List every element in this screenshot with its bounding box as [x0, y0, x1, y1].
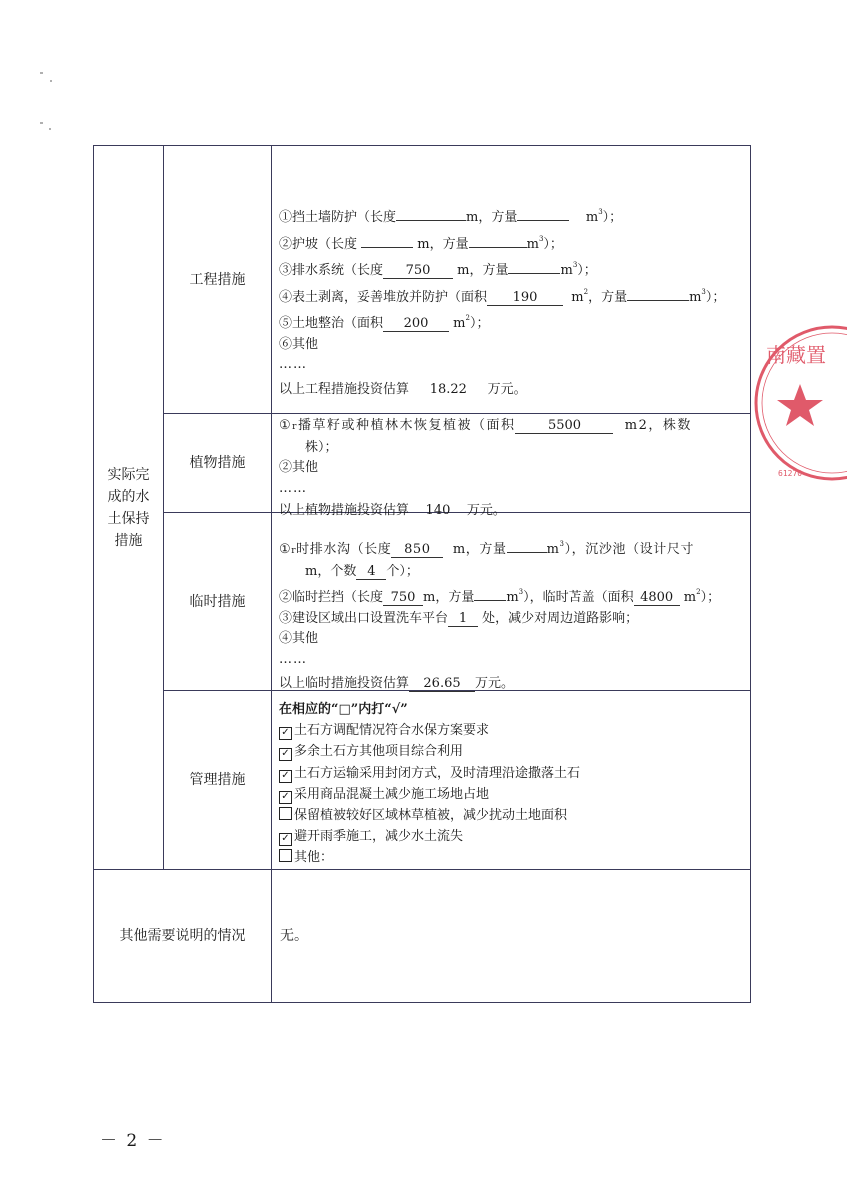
management-check-item [279, 847, 580, 868]
checked-box-icon[interactable]: ✓ [279, 770, 292, 783]
plant-item-2: ②其他 [279, 460, 319, 475]
plant-label: 植物措施 [189, 455, 246, 471]
checked-box-icon[interactable]: ✓ [279, 791, 292, 804]
management-check-label: 土石方运输采用封闭方式，及时清理沿途撒落土石 [294, 765, 581, 781]
management-check-label: 采用商品混凝土减少施工场地占地 [294, 786, 490, 802]
eng-dots: …… [279, 357, 307, 372]
scan-speck [40, 122, 43, 124]
management-check-item [279, 763, 580, 784]
page-number: － 2 － [100, 1131, 166, 1151]
scan-speck [50, 80, 52, 82]
other-value: 无。 [280, 928, 308, 944]
management-checklist [279, 720, 580, 868]
management-check-item [279, 720, 580, 741]
eng-item-3: ③排水系统（长度 750 m，方量 $m^3$）； [279, 261, 597, 278]
official-seal [752, 318, 847, 488]
eng-item-1: ①挡土墙防护（长度 m，方量 $m^3$）； [279, 208, 623, 225]
management-instruction: 在相应的“□”内打“√” [279, 702, 408, 717]
scan-speck [49, 128, 51, 130]
unchecked-box-icon[interactable] [279, 849, 292, 862]
seal-text-bottom: 61270 [778, 469, 803, 478]
management-check-item [279, 805, 580, 826]
scan-speck [40, 72, 43, 74]
eng-item-4: ④表土剥离，妥善堆放并防护（面积 190 $m^2$，方量 $m^3$）； [279, 287, 726, 305]
plant-item-1-cont: 株）； [305, 439, 338, 455]
temp-item-3: ③建设区域出口设置洗车平台 1 处，减少对周边道路影响； [279, 610, 639, 626]
checked-box-icon[interactable]: ✓ [279, 727, 292, 740]
eng-invest: 以上工程措施投资估算 18.22 万元。 [279, 381, 527, 397]
management-check-item [279, 741, 580, 762]
temp-item-2: ②临时拦挡（长度 750 m，方量 $m^3$），临时苫盖（面积 4800 $m^2$）； [279, 588, 721, 605]
temp-invest: 以上临时措施投资估算 26.65 万元。 [279, 676, 515, 691]
other-label: 其他需要说明的情况 [119, 928, 246, 944]
management-check-label: 其他： [294, 850, 334, 866]
temp-item-1: ①r时排水沟（长度 850 m，方量 $m^3$），沉沙池（设计尺寸 [279, 540, 695, 557]
seal-star [777, 384, 823, 426]
temporary-label: 临时措施 [189, 593, 246, 610]
management-check-label: 多余土石方其他项目综合利用 [294, 744, 464, 760]
checked-box-icon[interactable]: ✓ [279, 748, 292, 761]
management-label: 管理措施 [189, 772, 246, 788]
management-content [279, 699, 580, 869]
plant-item-1: ①r播草籽或种植林木恢复植被（面积 5500 m2，株数 [279, 418, 692, 433]
row-header-measures [94, 146, 163, 869]
temp-item-1-cont: m，个数 4 个）； [305, 563, 419, 579]
temporary-content [279, 534, 720, 695]
row-header-text: 实际完成的水土保持措施 [107, 466, 150, 549]
eng-item-2: ②护坡（长度 m，方量 $m^3$）； [279, 234, 563, 252]
management-check-label: 土石方调配情况符合水保方案要求 [294, 723, 490, 739]
eng-item-6: ⑥其他 [279, 336, 319, 352]
management-check-item [279, 826, 580, 847]
engineering-content [279, 202, 725, 400]
seal-graphic [752, 318, 847, 488]
engineering-label: 工程措施 [189, 271, 246, 288]
eng-item-5: ⑤土地整治（面积 200 $m^2$）； [279, 314, 490, 331]
temp-dots: …… [279, 651, 307, 667]
seal-text-top: 南藏置 [766, 343, 826, 367]
plant-invest: 以上植物措施投资估算 140 万元。 [279, 503, 506, 518]
management-check-item [279, 784, 580, 805]
plant-dots: …… [279, 480, 307, 496]
unchecked-box-icon[interactable] [279, 807, 292, 820]
temp-item-4: ④其他 [279, 631, 319, 646]
plant-content [279, 416, 692, 522]
checked-box-icon[interactable]: ✓ [279, 833, 292, 846]
management-check-label: 保留植被较好区域林草植被，减少扰动土地面积 [294, 808, 568, 824]
management-check-label: 避开雨季施工，减少水土流失 [294, 829, 464, 845]
